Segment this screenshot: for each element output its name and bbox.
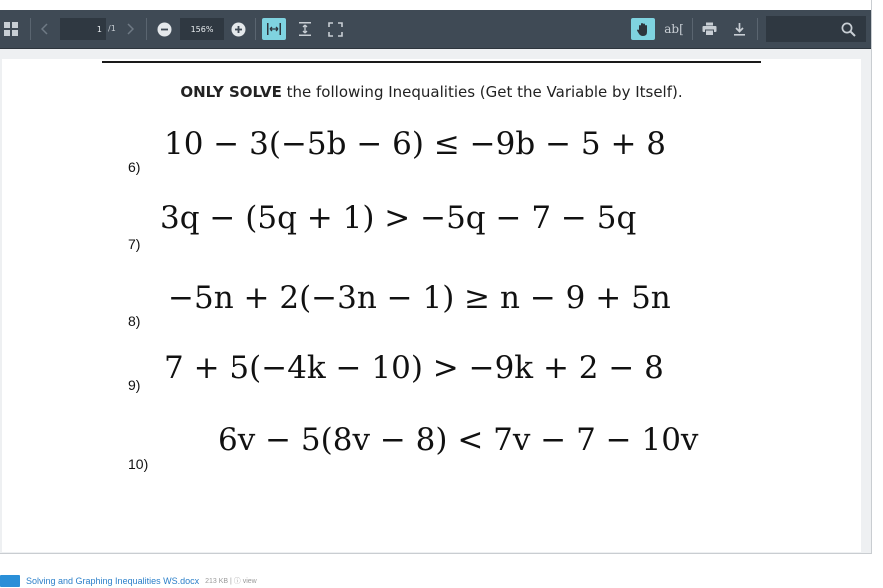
print-button[interactable]	[698, 10, 720, 48]
problem-number: 10)	[128, 456, 149, 472]
fit-width-button[interactable]	[262, 18, 286, 40]
zoom-level-field[interactable]: 156%	[180, 18, 224, 40]
chevron-right-icon	[126, 23, 134, 35]
download-icon	[733, 22, 746, 36]
viewer-toolbar	[0, 10, 871, 49]
search-icon	[841, 22, 856, 37]
search-button[interactable]	[836, 10, 860, 48]
next-page-button[interactable]	[122, 10, 138, 48]
page-total: /1	[108, 24, 116, 33]
attachment-meta: 213 KB | ⓘ view	[205, 578, 257, 585]
problem-equation: 6v − 5(8v − 8) < 7v − 7 − 10v	[218, 422, 699, 458]
hand-icon	[636, 22, 650, 37]
grid-icon	[4, 22, 18, 36]
text-select-tool-button[interactable]: ab[	[664, 22, 684, 36]
top-strip	[0, 0, 871, 10]
toolbar-separator	[757, 18, 758, 40]
problem-equation: 10 − 3(−5b − 6) ≤ −9b − 5 + 8	[164, 126, 667, 162]
toolbar-separator	[30, 18, 31, 40]
fullscreen-button[interactable]	[324, 10, 346, 48]
toolbar-separator	[255, 18, 256, 40]
problem-number: 7)	[128, 236, 141, 252]
fit-height-button[interactable]	[294, 10, 316, 48]
fullscreen-icon	[328, 22, 343, 37]
zoom-out-button[interactable]	[154, 10, 174, 48]
instructions-bold: ONLY SOLVE	[180, 83, 282, 101]
instructions-text	[0, 83, 863, 101]
plus-circle-icon	[231, 22, 246, 37]
minus-circle-icon	[157, 22, 172, 37]
printer-icon	[702, 22, 717, 36]
problem-equation: 3q − (5q + 1) > −5q − 7 − 5q	[160, 200, 637, 236]
fit-width-icon	[266, 22, 282, 36]
problem-number: 9)	[128, 377, 141, 393]
instructions-rest: the following Inequalities (Get the Variable by Itself).	[281, 83, 683, 101]
problem-equation: 7 + 5(−4k − 10) > −9k + 2 − 8	[164, 350, 664, 386]
page-number-input[interactable]: 1	[60, 18, 106, 40]
problem-number: 6)	[128, 159, 141, 175]
header-rule	[102, 61, 761, 63]
problem-equation: −5n + 2(−3n − 1) ≥ n − 9 + 5n	[168, 280, 671, 316]
chevron-left-icon	[41, 23, 49, 35]
download-button[interactable]	[728, 10, 750, 48]
fit-height-icon	[298, 21, 312, 37]
hand-tool-button[interactable]	[631, 18, 655, 40]
toolbar-separator	[692, 18, 693, 40]
sidebar-toggle-button[interactable]	[0, 10, 22, 48]
toolbar-separator	[146, 18, 147, 40]
previous-page-button[interactable]	[36, 10, 54, 48]
attachment-link[interactable]: Solving and Graphing Inequalities WS.docx	[26, 576, 200, 586]
attachment-footer	[0, 574, 257, 588]
folder-icon	[0, 575, 20, 587]
zoom-in-button[interactable]	[228, 10, 248, 48]
problem-number: 8)	[128, 313, 141, 329]
